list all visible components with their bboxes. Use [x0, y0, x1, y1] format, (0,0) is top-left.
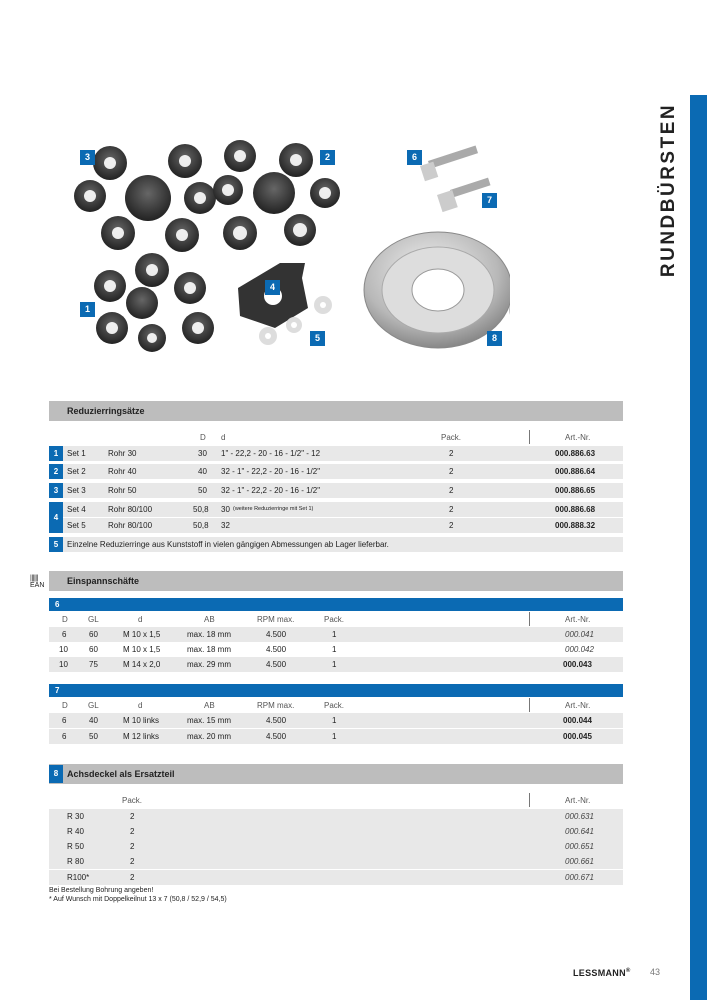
- cell-art: 000.671: [565, 873, 594, 882]
- cell-pack: 2: [449, 467, 454, 476]
- cell-GL: 40: [89, 716, 98, 725]
- cell-rohr: Rohr 80/100: [108, 505, 153, 514]
- header-art: Art.-Nr.: [565, 433, 591, 442]
- group-label: 7: [55, 686, 60, 695]
- cell-d: M 10 x 1,5: [123, 645, 161, 654]
- cell-pack: 1: [332, 660, 337, 669]
- cell-rpm: 4.500: [266, 660, 287, 669]
- header-AB: AB: [204, 615, 215, 624]
- cell-AB: max. 29 mm: [187, 660, 232, 669]
- cell-d: M 14 x 2,0: [123, 660, 161, 669]
- table-row: [49, 809, 623, 824]
- logo-text: LESSMANN: [573, 968, 626, 978]
- footnote-doppelkeilnut: * Auf Wunsch mit Doppelkeilnut 13 x 7 (50,8 / 52,9 / 54,5): [49, 896, 227, 903]
- cell-size: R 80: [67, 857, 84, 866]
- header-AB: AB: [204, 701, 215, 710]
- logo-reg: ®: [625, 968, 631, 974]
- cell-set: Set 3: [67, 486, 86, 495]
- achsdeckel-title: Achsdeckel als Ersatzteil: [49, 764, 623, 784]
- header-pack: Pack.: [324, 701, 345, 710]
- cell-pack: 1: [332, 630, 337, 639]
- photo-badge-2: 2: [320, 150, 335, 165]
- cell-AB: max. 20 mm: [187, 732, 232, 741]
- note-text: Einzelne Reduzierringe aus Kunststoff in vielen gängigen Abmessungen ab Lager lieferbar.: [67, 540, 389, 549]
- header-pack: Pack.: [441, 433, 462, 442]
- cell-d: M 12 links: [123, 732, 160, 741]
- page-number: 43: [650, 967, 661, 977]
- group-bar-7: [49, 684, 623, 697]
- cell-pack: 2: [449, 505, 454, 514]
- cell-d: 1" - 22,2 - 20 - 16 - 1/2" - 12: [221, 449, 321, 458]
- photo-badge-8: 8: [487, 331, 502, 346]
- cell-GL: 50: [89, 732, 98, 741]
- cell-D: 50,8: [193, 505, 209, 514]
- einspann-title: Einspannschäfte: [49, 571, 623, 591]
- blue-edge-strip: [690, 95, 707, 1000]
- cell-note: (weitere Reduzierringe mit Set 1): [233, 506, 314, 512]
- row-badge: 5: [49, 537, 63, 552]
- cell-d: M 10 links: [123, 716, 160, 725]
- cell-art: 000.886.63: [555, 449, 596, 458]
- column-separator: [529, 612, 530, 626]
- cell-D: 40: [198, 467, 207, 476]
- shafts-6-7: [420, 146, 491, 213]
- table-row: [49, 870, 623, 885]
- cell-rohr: Rohr 30: [108, 449, 137, 458]
- table-row: [49, 854, 623, 869]
- cell-D: 50,8: [193, 521, 209, 530]
- cell-pack: 2: [130, 827, 135, 836]
- row-badge: 4: [49, 502, 63, 533]
- photo-badge-7: 7: [482, 193, 497, 208]
- header-rpm: RPM max.: [257, 615, 295, 624]
- cell-set: Set 1: [67, 449, 86, 458]
- photo-badge-3: 3: [80, 150, 95, 165]
- cell-art: 000.886.65: [555, 486, 596, 495]
- cell-size: R 50: [67, 842, 84, 851]
- cell-art: 000.042: [565, 645, 594, 654]
- cell-art: 000.044: [563, 716, 592, 725]
- row-badge: 2: [49, 464, 63, 479]
- cell-GL: 60: [89, 630, 98, 639]
- cell-rpm: 4.500: [266, 645, 287, 654]
- ean-barcode-icon: |||||| EAN: [30, 575, 45, 589]
- cell-rpm: 4.500: [266, 716, 287, 725]
- lessmann-logo: [573, 968, 631, 978]
- header-D: D: [62, 701, 68, 710]
- cell-pack: 2: [130, 812, 135, 821]
- header-D: D: [200, 433, 206, 442]
- column-separator: [529, 698, 530, 712]
- cell-d: 32 - 1" - 22,2 - 20 - 16 - 1/2": [221, 467, 321, 476]
- header-rpm: RPM max.: [257, 701, 295, 710]
- ean-label: EAN: [30, 582, 45, 589]
- header-pack: Pack.: [122, 796, 143, 805]
- section-badge: 8: [49, 765, 63, 783]
- cell-rohr: Rohr 50: [108, 486, 137, 495]
- cell-D: 50: [198, 486, 207, 495]
- cell-art: 000.661: [565, 857, 594, 866]
- column-separator: [529, 793, 530, 807]
- cell-pack: 2: [449, 521, 454, 530]
- column-separator: [529, 430, 530, 444]
- header-art: Art.-Nr.: [565, 796, 591, 805]
- group-label: 6: [55, 600, 60, 609]
- header-d: d: [138, 701, 143, 710]
- cell-set: Set 4: [67, 505, 86, 514]
- cell-art: 000.886.64: [555, 467, 596, 476]
- row-badge: 1: [49, 446, 63, 461]
- cell-set: Set 2: [67, 467, 86, 476]
- cell-d: 30: [221, 505, 230, 514]
- cell-art: 000.888.32: [555, 521, 596, 530]
- cell-pack: 2: [130, 842, 135, 851]
- cell-pack: 1: [332, 645, 337, 654]
- cell-rpm: 4.500: [266, 732, 287, 741]
- cell-art: 000.641: [565, 827, 594, 836]
- table-row: [49, 839, 623, 854]
- cell-rohr: Rohr 40: [108, 467, 137, 476]
- cell-D: 10: [59, 645, 68, 654]
- cell-AB: max. 18 mm: [187, 630, 232, 639]
- cell-D: 10: [59, 660, 68, 669]
- cell-D: 6: [62, 732, 67, 741]
- cell-art: 000.043: [563, 660, 592, 669]
- photo-badge-6: 6: [407, 150, 422, 165]
- cell-size: R 40: [67, 827, 84, 836]
- photo-badge-1: 1: [80, 302, 95, 317]
- header-art: Art.-Nr.: [565, 615, 591, 624]
- row-badge: 3: [49, 483, 63, 498]
- cell-pack: 2: [130, 873, 135, 882]
- cell-D: 6: [62, 630, 67, 639]
- cell-art: 000.886.68: [555, 505, 596, 514]
- cell-pack: 2: [130, 857, 135, 866]
- header-GL: GL: [88, 701, 99, 710]
- cell-pack: 2: [449, 449, 454, 458]
- cell-art: 000.045: [563, 732, 592, 741]
- photo-badge-4: 4: [265, 280, 280, 295]
- cell-d: 32 - 1" - 22,2 - 20 - 16 - 1/2": [221, 486, 321, 495]
- cell-size: R 30: [67, 812, 84, 821]
- cell-GL: 60: [89, 645, 98, 654]
- cell-d: M 10 x 1,5: [123, 630, 161, 639]
- cell-rpm: 4.500: [266, 630, 287, 639]
- sidebar-title-box: [655, 95, 683, 285]
- header-pack: Pack.: [324, 615, 345, 624]
- header-GL: GL: [88, 615, 99, 624]
- cell-art: 000.631: [565, 812, 594, 821]
- header-d: d: [221, 433, 226, 442]
- cell-GL: 75: [89, 660, 98, 669]
- header-art: Art.-Nr.: [565, 701, 591, 710]
- footnote-bohrung: Bei Bestellung Bohrung angeben!: [49, 887, 154, 894]
- cell-rohr: Rohr 80/100: [108, 521, 153, 530]
- cell-pack: 1: [332, 716, 337, 725]
- cell-d: 32: [221, 521, 230, 530]
- cell-pack: 2: [449, 486, 454, 495]
- table-row: [49, 824, 623, 839]
- header-D: D: [62, 615, 68, 624]
- sidebar-title: RUNDBÜRSTEN: [658, 102, 679, 278]
- product-photo: [60, 138, 510, 353]
- cell-art: 000.651: [565, 842, 594, 851]
- header-d: d: [138, 615, 143, 624]
- cell-AB: max. 18 mm: [187, 645, 232, 654]
- cell-set: Set 5: [67, 521, 86, 530]
- group-bar-6: [49, 598, 623, 611]
- reduzierring-title: Reduzierringsätze: [49, 401, 623, 421]
- cell-D: 30: [198, 449, 207, 458]
- cell-AB: max. 15 mm: [187, 716, 232, 725]
- cell-size: R100*: [67, 873, 90, 882]
- cell-art: 000.041: [565, 630, 594, 639]
- cell-pack: 1: [332, 732, 337, 741]
- cell-D: 6: [62, 716, 67, 725]
- photo-badge-5: 5: [310, 331, 325, 346]
